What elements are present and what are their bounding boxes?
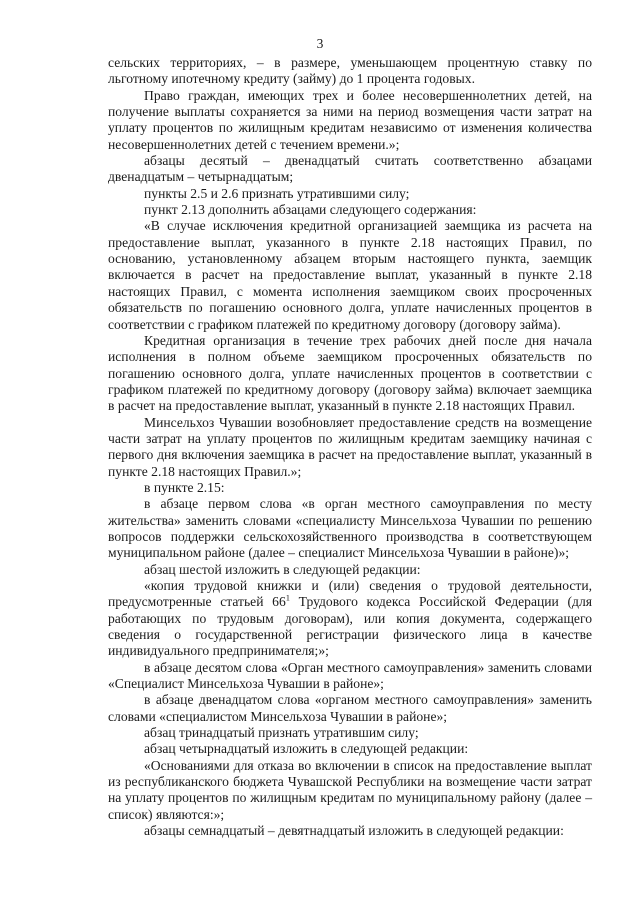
paragraph-exclusion-case: «В случае исключения кредитной организацией заемщика из расчета на предоставление выплат, указанного в пункте 2.18 настоящих Правил, по основанию, установленному абзацем вторым настоящего пункта, заемщик включается в расчет на предоставление выплат, указанный в пункте 2.18 настоящих Правил, с момента исполнения заемщиком своих просроченных обязательств по погашению основного долга, уплате начисленных процентов в соответствии с графиком платежей по кредитному договору (договору займа). [108,218,592,332]
paragraph-large-families-right: Право граждан, имеющих трех и более несовершеннолетних детей, на получение выплаты сохраняется за ними на период возмещения части затрат на уплату процентов по жилищным кредитам независимо от изменения количества несовершеннолетних детей с течением времени.»; [108,87,592,152]
paragraph-refusal-grounds: «Основаниями для отказа во включении в список на предоставление выплат из республиканского бюджета Чувашской Республики на возмещение части затрат на уплату процентов по жилищным кредитам по муниципальному району (далее – список) являются:»; [108,757,592,822]
paragraph-thirteenth-abzac: абзац тринадцатый признать утратившим силу; [144,725,419,741]
paragraph-minselhoz-resume: Минсельхоз Чувашии возобновляет предоставление средств на возмещение части затрат на уплату процентов по жилищным кредитам заемщику начиная с первого дня включения заемщика в расчет на предоставление выплат, указанный в пункте 2.18 настоящих Правил.»; [108,414,592,479]
article-superscript: 1 [285,592,290,603]
paragraph-twelfth-abzac: в абзаце двенадцатом слова «органом местного самоуправления» заменить словами «специалистом Минсельхоза Чувашии в районе»; [108,692,592,724]
paragraph-first-abzac: в абзаце первом слова «в орган местного самоуправления по месту жительства» заменить словами «специалисту Минсельхоза Чувашии по решению вопросов поддержки сельскохозяйственного производства в соответствующем муниципальном районе (далее – специалист Минсельхоза Чувашии в районе)»; [108,496,592,561]
paragraph-sixth-abzac: абзац шестой изложить в следующей редакции: [144,561,421,577]
paragraph-point-2-15: в пункте 2.15: [144,479,225,495]
paragraph-point-2-13: пункт 2.13 дополнить абзацами следующего содержания: [144,202,477,218]
labor-book-text-after: Трудового кодекса Российской Федерации (для работающих по трудовым договорам), или копия документа, содержащего сведения о государственной регистрации физического лица в качестве индивидуального предпринимателя;»; [108,594,592,659]
paragraph-labor-book [108,578,592,660]
paragraph-credit-org: Кредитная организация в течение трех рабочих дней после дня начала исполнения в полном объеме заемщиком просроченных обязательств по погашению основного долга, уплате начисленных процентов в соответствии с графиком платежей по кредитному договору (договору займа) включает заемщика в расчет на предоставление выплат, указанный в пункте 2.18 настоящих Правил. [108,332,592,414]
paragraph-rural-rate: сельских территориях, – в размере, уменьшающем процентную ставку по льготному ипотечному кредиту (займу) до 1 процента годовых. [108,55,592,87]
paragraph-seventeenth-nineteenth: абзацы семнадцатый – девятнадцатый изложить в следующей редакции: [144,823,564,839]
labor-book-text-before: «копия трудовой книжки и (или) сведения о трудовой деятельности, предусмотренные статьей 66 [108,578,592,610]
paragraph-tenth-abzac: в абзаце десятом слова «Орган местного самоуправления» заменить словами «Специалист Минсельхоза Чувашии в районе»; [108,659,592,692]
paragraph-repeal-points: пункты 2.5 и 2.6 признать утратившими силу; [144,185,410,201]
paragraph-renumber-abzacy: абзацы десятый – двенадцатый считать соответственно абзацами двенадцатым – четырнадцатым; [108,153,592,185]
page-number: 3 [316,36,324,51]
paragraph-fourteenth-abzac: абзац четырнадцатый изложить в следующей редакции: [144,741,469,757]
document-body [108,55,592,840]
